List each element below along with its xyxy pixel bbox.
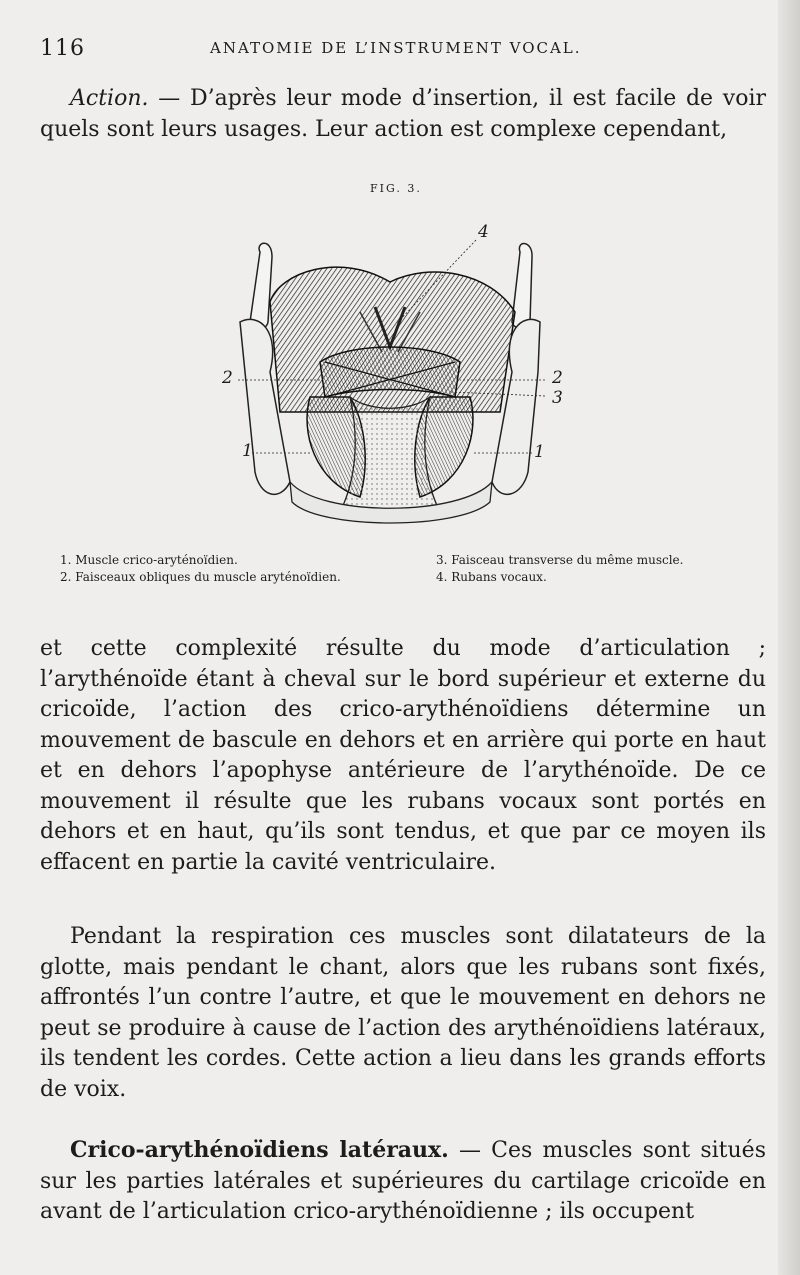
page-edge-shadow [778,0,800,1275]
figure-larynx-illustration [200,212,580,542]
callout-left-2: 2 [222,368,233,388]
legend-item-1: 1. Muscle crico-aryténoïdien. [60,553,238,567]
paragraph-lead-action: Action. [70,86,149,111]
page-number: 116 [40,36,85,61]
paragraph-lateral-muscles [40,1135,766,1228]
callout-right-3: 3 [552,388,563,408]
callout-right-1: 1 [534,442,545,462]
legend-item-3: 3. Faisceau transverse du même muscle. [436,553,684,567]
callout-left-1: 1 [242,441,253,461]
page-header [40,36,764,66]
running-title: ANATOMIE DE L’INSTRUMENT VOCAL. [210,39,582,57]
paragraph-lead-lateral: Crico-arythénoïdiens latéraux. [70,1137,449,1163]
paragraph-text: — Ces muscles sont situés sur les parties latérales et supérieures du cartilage cricoïde en avant de l’articulation crico-arythénoïdienne ; ils occupent [40,1138,766,1224]
paragraph-action [40,84,766,145]
figure-label: FIG. 3. [370,182,422,195]
callout-right-2: 2 [552,368,563,388]
legend-item-2: 2. Faisceaux obliques du muscle aryténoïdien. [60,570,341,584]
larynx-engraving [200,212,580,542]
paragraph-text: — D’après leur mode d’insertion, il est facile de voir quels sont leurs usages. Leur action est complexe cependant, [40,86,766,142]
legend-column-left [60,552,341,586]
paragraph-complexity: et cette complexité résulte du mode d’articulation ; l’arythénoïde étant à cheval sur le bord supérieur et externe du cricoïde, l’action des crico-arythénoïdiens détermine un mouvement de bascule en dehors et en arrière qui porte en haut et en dehors l’apophyse antérieure de l’arythénoïde. De ce mouvement il résulte que les rubans vocaux sont portés en dehors et en haut, qu’ils sont tendus, et que par ce moyen ils effacent en partie la cavité ventriculaire. [40,636,766,875]
legend-column-right [436,552,683,586]
paragraph-respiration: Pendant la respiration ces muscles sont dilatateurs de la glotte, mais pendant le chant, alors que les rubans sont fixés, affrontés l’un contre l’autre, et que le mouvement en dehors ne peut se produire à cause de l’action des arythénoïdiens latéraux, ils tendent les cordes. Cette action a lieu dans les grands efforts de voix. [40,924,766,1102]
legend-item-4: 4. Rubans vocaux. [436,570,547,584]
callout-top-4: 4 [478,222,489,242]
figure-legend [60,552,760,592]
